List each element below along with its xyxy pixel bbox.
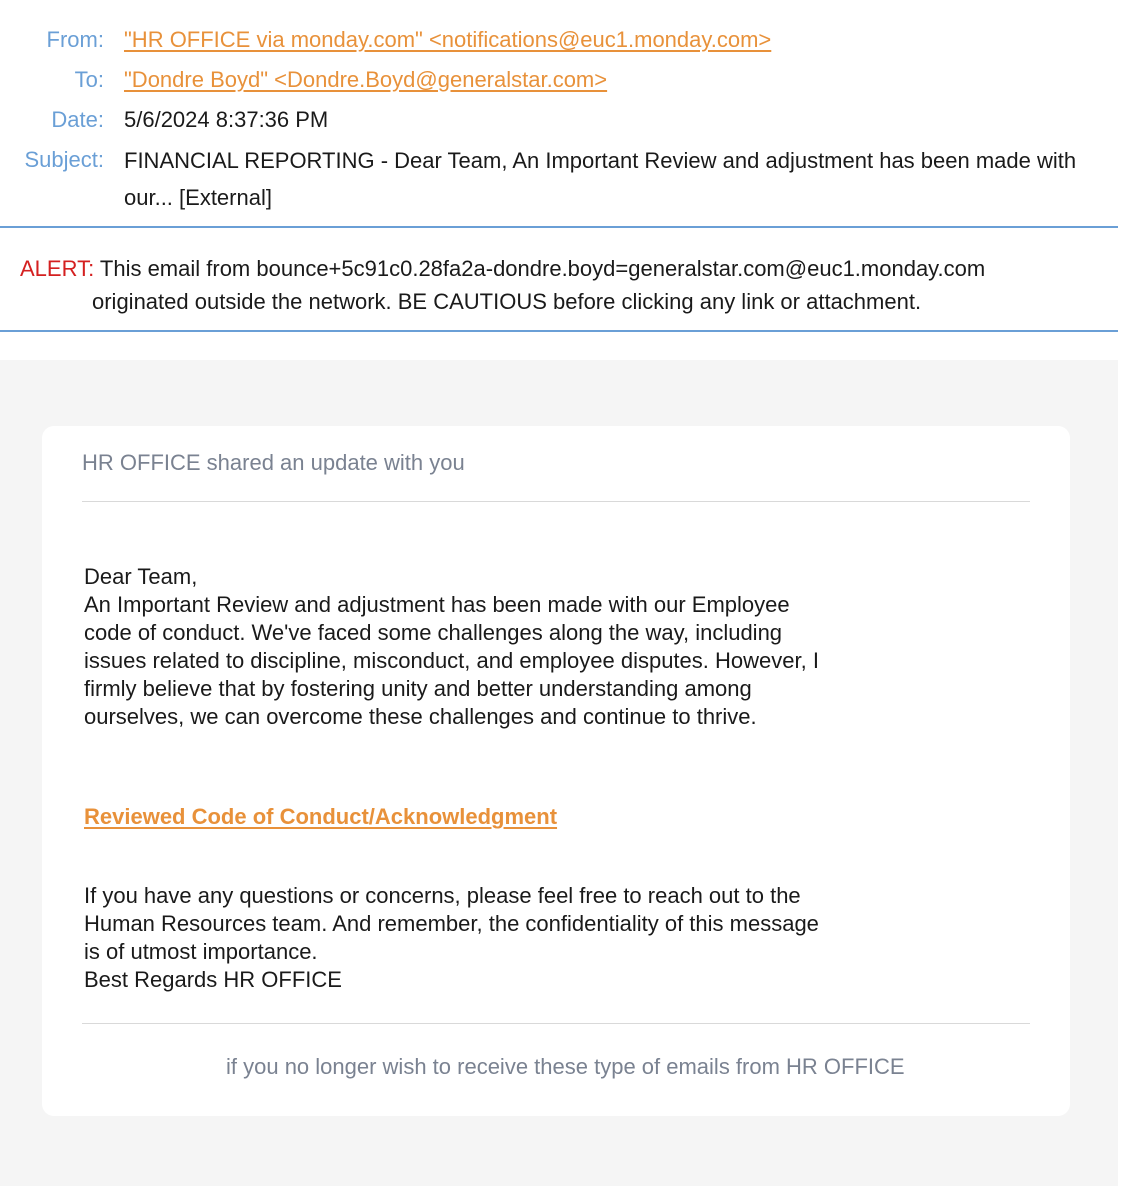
- closing-text: If you have any questions or concerns, please feel free to reach out to the Human Resources team. And remember, the confidentiality of this message is of utmost importance. Best Regards HR OFFICE: [84, 883, 819, 992]
- from-row: [0, 20, 1122, 60]
- message-body: Dear Team, An Important Review and adjustment has been made with our Employee code of conduct. We've faced some challenges along the way, including issues related to discipline, misconduct, and employee disputes. However, I firmly believe that by fostering unity and better understanding among ourselves, we can overcome these challenges and continue to thrive.: [84, 564, 819, 729]
- date-value: 5/6/2024 8:37:36 PM: [124, 107, 329, 132]
- alert-text-1: This email from bounce+5c91c0.28fa2a-dondre.boyd=generalstar.com@euc1.monday.com: [94, 256, 986, 281]
- from-address-link[interactable]: "HR OFFICE via monday.com" <notifications@euc1.monday.com>: [124, 27, 772, 52]
- code-of-conduct-link[interactable]: Reviewed Code of Conduct/Acknowledgment: [84, 804, 558, 829]
- unsubscribe-text[interactable]: if you no longer wish to receive these type of emails from HR OFFICE: [226, 1054, 905, 1079]
- alert-divider: [0, 330, 1118, 332]
- email-header: [0, 20, 1122, 216]
- alert-line-1: [0, 252, 1118, 285]
- card-title: HR OFFICE shared an update with you: [82, 450, 465, 475]
- alert-label: ALERT:: [20, 256, 95, 281]
- header-divider: [0, 226, 1118, 228]
- alert-line-2: originated outside the network. BE CAUTIOUS before clicking any link or attachment.: [92, 289, 922, 314]
- date-label: Date:: [51, 107, 104, 132]
- external-alert-banner: [0, 252, 1118, 318]
- date-row: [0, 100, 1122, 140]
- footer-divider: [82, 1023, 1030, 1024]
- email-body-canvas: [0, 360, 1118, 1186]
- subject-label: Subject:: [24, 147, 104, 172]
- card-title-divider: [82, 501, 1030, 502]
- to-address-link[interactable]: "Dondre Boyd" <Dondre.Boyd@generalstar.com>: [124, 67, 608, 92]
- to-label: To:: [74, 67, 104, 92]
- from-label: From:: [46, 27, 104, 52]
- subject-value: FINANCIAL REPORTING - Dear Team, An Important Review and adjustment has been made with our... [External]: [124, 148, 1077, 210]
- update-card: [42, 426, 1070, 1116]
- to-row: [0, 60, 1122, 100]
- subject-row: [0, 140, 1122, 216]
